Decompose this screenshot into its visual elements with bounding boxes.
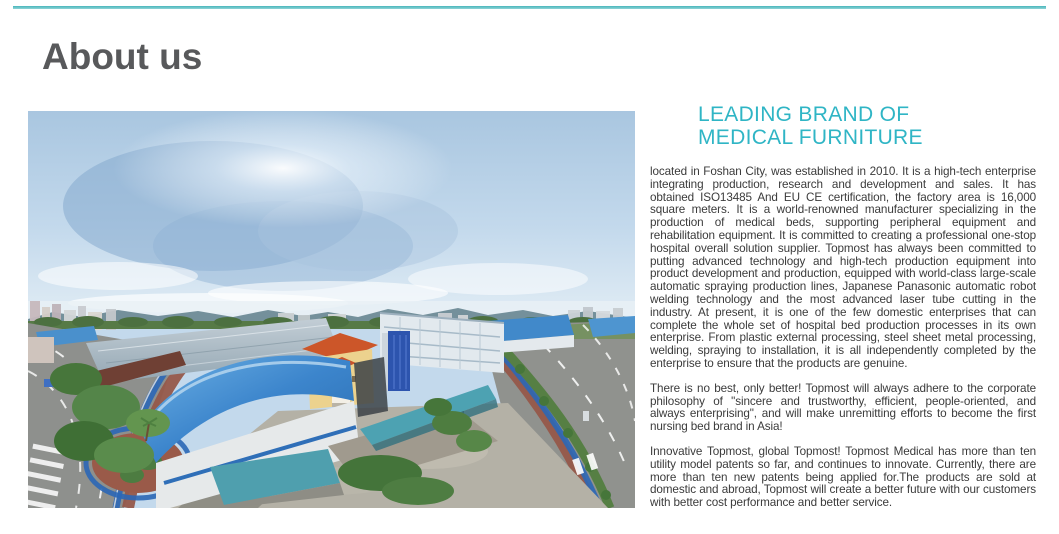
page-title: About us (42, 36, 203, 77)
section-heading-line2: MEDICAL FURNITURE (698, 125, 923, 149)
factory-panorama-photo (28, 111, 635, 508)
about-text-column (650, 104, 1036, 522)
about-paragraph-philosophy: There is no best, only better! Topmost will always adhere to the corporate philosophy of "sincere and trustworthy, efficient, people-oriented, and always enterprising", and will make unremitting efforts to become the first nursing bed brand in Asia! (650, 381, 1036, 434)
factory-panorama-illustration (28, 111, 635, 508)
about-paragraph-company: located in Foshan City, was established in 2010. It is a high-tech enterprise integrating production, research and development and sales. It has obtained ISO13485 And EU CE certification, the factory area is 16,000 square meters. It is a world-renowned manufacturer specializing in the production of medical beds, supporting peripheral equipment and rehabilitation equipment. It is committed to creating a professional one-stop hospital overall solution supplier. Topmost has always been committed to putting advanced technology and high-tech production equipment into product development and production, equipped with world-class large-scale automatic spraying production lines, Japanese Panasonic automatic robot welding technology and the most advanced laser tube cutting in the industry. At present, it is one of the few domestic enterprises that can complete the whole set of hospital bed production processes in its own enterprise. From plastic external processing, steel sheet metal processing, welding, spraying to installation, it is all independently completed by the enterprise to ensure that the products are genuine. (650, 165, 1036, 370)
section-heading (650, 104, 1036, 149)
top-accent-rule (13, 6, 1046, 9)
section-heading-line1: LEADING BRAND OF (698, 103, 910, 126)
about-paragraph-innovation: Innovative Topmost, global Topmost! Topmost Medical has more than ten utility model patents so far, and continues to innovate. Currently, there are more than ten new patents being applied for.The products are sold at domestic and abroad, Topmost will create a better future with our customers with better cost performance and better service. (650, 444, 1036, 510)
